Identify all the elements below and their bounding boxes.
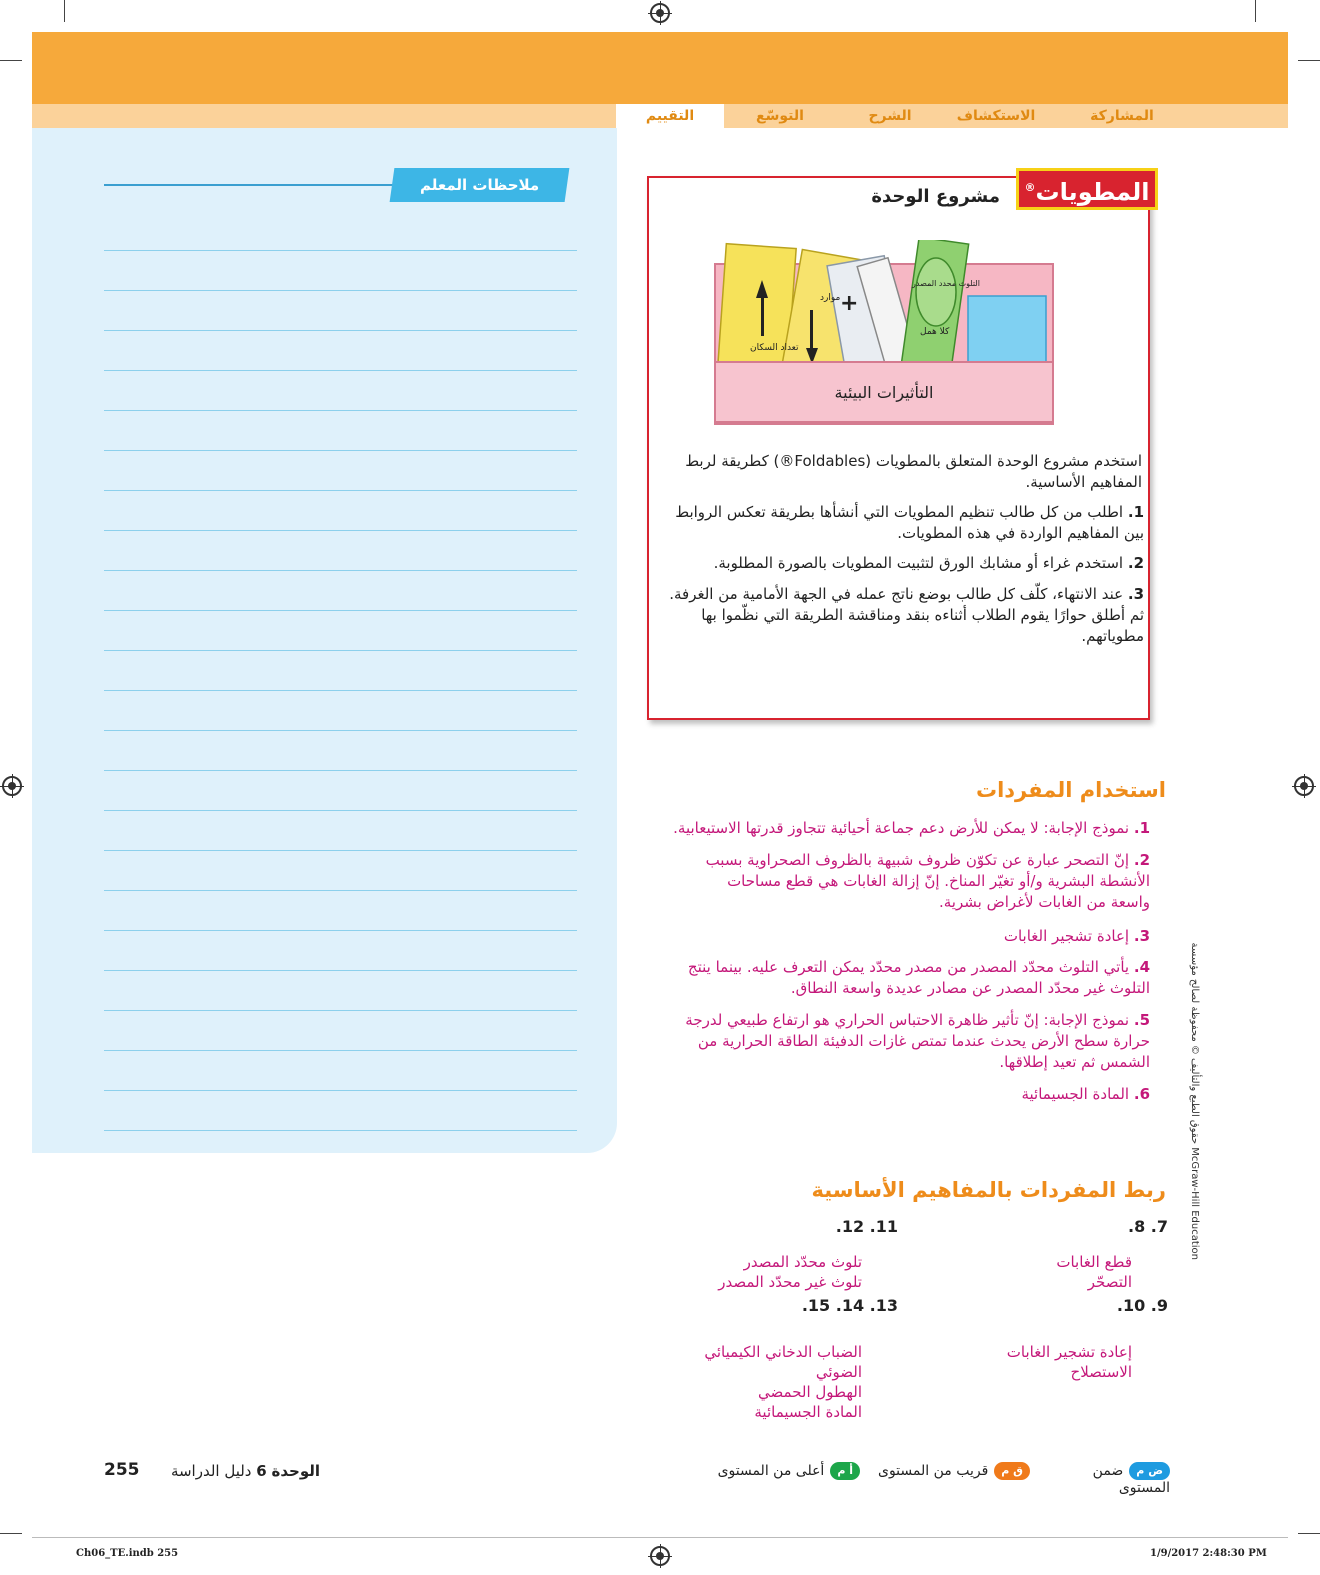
- level-badge: أ م: [830, 1462, 860, 1480]
- note-line: [104, 570, 577, 571]
- blue-foldable: [968, 296, 1046, 370]
- arrow-down-icon: [810, 310, 813, 350]
- registration-mark-icon: [2, 776, 22, 796]
- foldables-title: مشروع الوحدة: [871, 186, 1000, 207]
- link-item-numbers: 11. 12.: [835, 1217, 898, 1236]
- vocab-answer: 2. إنّ التصحر عبارة عن تكوّن ظروف شبيهة بالظروف الصحراوية بسبب الأنشطة البشرية و/أو تغيّر المناخ. إنّ إزالة الغابات هي قطع مساحات واسعة من الغابات لأغراض بشرية.: [705, 851, 1150, 911]
- note-line: [104, 490, 577, 491]
- illustration-tab-text: تعداد السكان: [750, 343, 799, 353]
- note-line: [104, 330, 577, 331]
- note-line: [104, 890, 577, 891]
- link-item-numbers: 9. 10.: [1116, 1296, 1168, 1315]
- note-line: [104, 530, 577, 531]
- note-line: [104, 690, 577, 691]
- illustration-tab-text: موارد: [820, 293, 841, 303]
- copyright-credit: McGraw-Hill Education حقوق الطبع والتأليف © محفوظة لصالح مؤسسة: [1189, 942, 1200, 1260]
- note-line: [104, 970, 577, 971]
- level-badge: ض م: [1129, 1462, 1170, 1480]
- foldables-logo: المطويات®: [1016, 168, 1158, 210]
- note-line: [104, 730, 577, 731]
- note-line: [104, 1130, 577, 1131]
- crop-mark: [1255, 0, 1256, 22]
- level-badge: ق م: [994, 1462, 1030, 1480]
- link-section-title: ربط المفردات بالمفاهيم الأساسية: [811, 1178, 1166, 1202]
- slug-timestamp: 1/9/2017 2:48:30 PM: [1150, 1548, 1267, 1559]
- note-line: [104, 850, 577, 851]
- crop-mark: [0, 1533, 22, 1534]
- link-item-numbers: 7. 8.: [1127, 1217, 1168, 1236]
- note-line: [104, 250, 577, 251]
- note-line: [104, 930, 577, 931]
- green-foldable-oval: [916, 258, 956, 326]
- vocab-answer: 5. نموذج الإجابة: إنّ تأثير ظاهرة الاحتباس الحراري هو ارتفاع طبيعي لدرجة حرارة سطح الأرض يحدث عندما تمتص غازات الدفيئة الطاقة الحرارية من الشمس ثم تعيد إطلاقها.: [685, 1011, 1150, 1071]
- note-line: [104, 770, 577, 771]
- link-answer: تلوث محدّد المصدر: [743, 1253, 862, 1271]
- link-answer: الضوئي: [815, 1363, 862, 1381]
- notes-title-underline: [104, 184, 396, 186]
- note-line: [104, 290, 577, 291]
- crop-mark: [64, 0, 65, 22]
- registration-mark-icon: [1294, 776, 1314, 796]
- note-line: [104, 1010, 577, 1011]
- note-line: [104, 1090, 577, 1091]
- vocab-answer: 3. إعادة تشجير الغابات: [1003, 927, 1150, 945]
- link-answer: الهطول الحمضي: [758, 1383, 862, 1401]
- crop-mark: [1298, 1533, 1320, 1534]
- vocab-answer: 4. يأتي التلوث محدّد المصدر من مصدر محدّد يمكن التعرف عليه. بينما ينتج التلوث غير محدّد المصدر عن مصادر عديدة واسعة النطاق.: [687, 958, 1150, 997]
- note-line: [104, 410, 577, 411]
- teacher-notes-title: ملاحظات المعلم: [390, 168, 570, 202]
- tab-elaborate[interactable]: التوسّع: [756, 108, 804, 124]
- foldables-step: 3. عند الانتهاء، كلّف كل طالب بوضع ناتج عمله في الجهة الأمامية من الغرفة. ثم أطلق حوارًا يقوم الطلاب أثناءه بنقد ومناقشة الطريقة التي نظّموا بها مطوياتهم.: [669, 585, 1144, 645]
- note-line: [104, 450, 577, 451]
- link-answer: الاستصلاح: [1070, 1363, 1132, 1381]
- plus-icon: +: [840, 291, 859, 316]
- link-answer: المادة الجسيمائية: [754, 1403, 862, 1421]
- foldables-step: 1. اطلب من كل طالب تنظيم المطويات التي أنشأها بطريقة تعكس الروابط بين المفاهيم الواردة في هذه المطويات.: [675, 503, 1144, 542]
- slug-rule: [32, 1537, 1288, 1538]
- arrow-up-icon: [761, 296, 764, 336]
- vocab-section-title: استخدام المفردات: [975, 778, 1166, 802]
- footer-unit-label: الوحدة 6 دليل الدراسة: [170, 1462, 320, 1480]
- teacher-notes-panel: [32, 128, 617, 1153]
- slug-file: Ch06_TE.indb 255: [76, 1548, 179, 1559]
- foldables-step: 2. استخدم غراء أو مشابك الورق لتثبيت المطويات بالصورة المطلوبة.: [713, 554, 1144, 572]
- link-answer: الضباب الدخاني الكيميائي: [704, 1343, 862, 1361]
- note-line: [104, 810, 577, 811]
- foldables-illustration: [700, 240, 1080, 440]
- note-line: [104, 650, 577, 651]
- tab-strip: [32, 104, 1288, 128]
- registration-mark-icon: [650, 1546, 670, 1566]
- header-band: [32, 32, 1288, 104]
- note-line: [104, 1050, 577, 1051]
- vocab-answer: 6. المادة الجسيمائية: [1021, 1085, 1150, 1103]
- tab-engage[interactable]: المشاركة: [1090, 108, 1154, 124]
- level-legend-item: ض مضمن المستوى: [1092, 1463, 1170, 1496]
- link-answer: التصحّر: [1087, 1273, 1132, 1291]
- illustration-tab-text: كلا همل: [920, 327, 950, 337]
- link-answer: قطع الغابات: [1056, 1253, 1132, 1271]
- foldables-intro: استخدم مشروع الوحدة المتعلق بالمطويات (Foldables®) كطريقة لربط المفاهيم الأساسية.: [685, 452, 1142, 491]
- illustration-tab-text: التلوث محدد المصدر: [912, 279, 980, 288]
- page-number: 255: [104, 1460, 140, 1480]
- level-legend-item: ق مقريب من المستوى: [870, 1462, 1030, 1480]
- tab-explain[interactable]: الشرح: [868, 108, 912, 124]
- link-answer: إعادة تشجير الغابات: [1006, 1343, 1132, 1361]
- note-line: [104, 370, 577, 371]
- tab-explore[interactable]: الاستكشاف: [956, 108, 1036, 124]
- illustration-label: التأثيرات البيئية: [834, 383, 934, 402]
- link-item-numbers: 13. 14. 15.: [801, 1296, 898, 1315]
- note-line: [104, 610, 577, 611]
- crop-mark: [0, 60, 22, 61]
- tab-evaluate[interactable]: التقييم: [616, 104, 724, 128]
- crop-mark: [1298, 60, 1320, 61]
- vocab-answer: 1. نموذج الإجابة: لا يمكن للأرض دعم جماعة أحيائية تتجاوز قدرتها الاستيعابية.: [673, 819, 1150, 837]
- level-legend-item: أ مأعلى من المستوى: [704, 1462, 860, 1480]
- link-answer: تلوث غير محدّد المصدر: [718, 1273, 862, 1291]
- registration-mark-icon: [650, 3, 670, 23]
